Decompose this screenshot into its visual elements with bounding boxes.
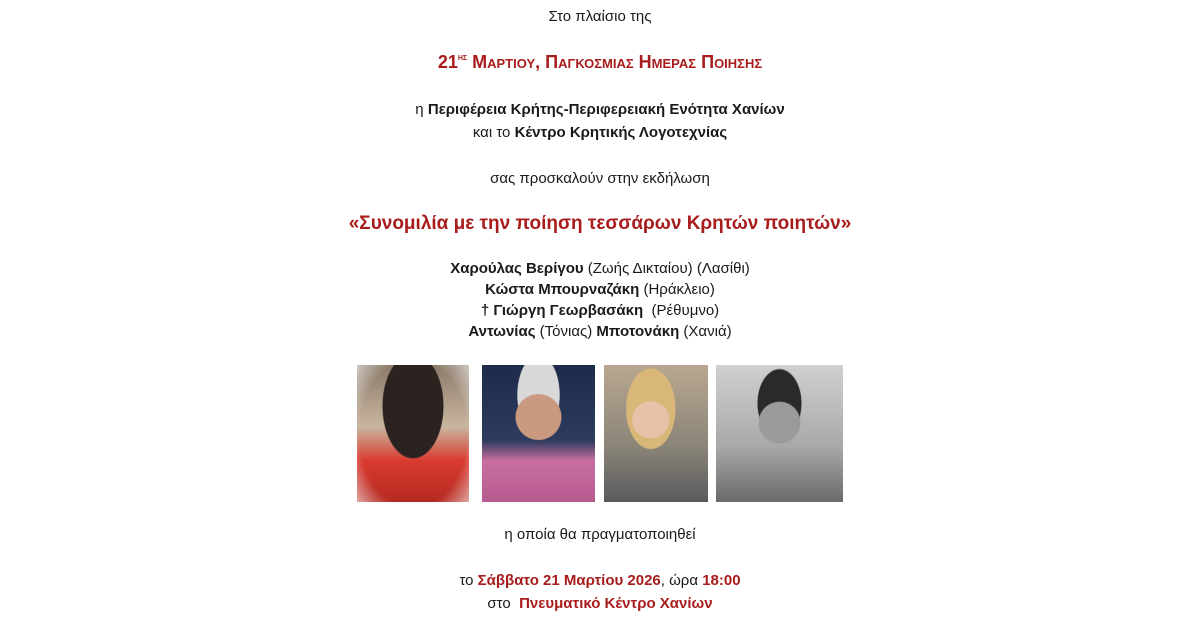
organizer-1 <box>0 101 1200 118</box>
event-where <box>0 595 1200 612</box>
organizer-2 <box>0 124 1200 141</box>
poet-3 <box>0 302 1200 319</box>
poet-photo-man-grey-hair <box>482 365 595 502</box>
organizer-2-prefix: και το <box>472 124 515 141</box>
poet-4-name: Αντωνίας <box>468 323 536 340</box>
poet-4-nickname: (Τόνιας) <box>535 323 597 340</box>
poet-1-details: (Ζωής Δικταίου) (Λασίθι) <box>583 260 750 277</box>
talk-title: «Συνομιλία με την ποίηση τεσσάρων Κρητών ποιητών» <box>348 213 852 234</box>
event-title-superscript: ης <box>457 52 468 63</box>
event-title-text: Μαρτιου, Παγκοσμιας Ημερας Ποιησης <box>467 52 763 72</box>
poet-3-details: (Ρέθυμνο) <box>643 302 720 319</box>
event-title <box>0 52 1200 73</box>
poet-2 <box>0 281 1200 298</box>
event-title-number: 21 <box>437 52 458 72</box>
event-when <box>0 572 1200 589</box>
poet-2-name: Κώστα Μπουρναζάκη <box>485 281 640 298</box>
poet-4-surname: Μποτονάκη <box>596 323 680 340</box>
event-when-prefix: το <box>459 572 478 589</box>
poet-3-name: † Γιώργη Γεωρβασάκη <box>480 302 644 319</box>
poet-1-name: Χαρούλας Βερίγου <box>450 260 584 277</box>
poet-2-details: (Ηράκλειο) <box>639 281 715 298</box>
poet-photo-woman-blonde <box>604 365 708 502</box>
poet-1 <box>0 260 1200 277</box>
event-venue: Πνευματικό Κέντρο Χανίων <box>519 595 713 612</box>
poet-photos <box>357 365 843 502</box>
event-date: Σάββατο 21 Μαρτίου 2026 <box>477 572 661 589</box>
event-when-separator: , ώρα <box>660 572 703 589</box>
will-take-place-text: η οποία θα πραγματοποιηθεί <box>504 526 696 543</box>
invite-text: σας προσκαλούν στην εκδήλωση <box>490 170 710 187</box>
organizer-1-prefix: η <box>415 101 428 118</box>
event-where-prefix: στο <box>487 595 520 612</box>
poet-4 <box>0 323 1200 340</box>
poet-photo-man-black-white <box>716 365 843 502</box>
organizer-1-name: Περιφέρεια Κρήτης-Περιφερειακή Ενότητα Χανίων <box>427 101 785 118</box>
poet-4-details: (Χανιά) <box>679 323 732 340</box>
intro-text: Στο πλαίσιο της <box>548 8 652 25</box>
organizer-2-name: Κέντρο Κρητικής Λογοτεχνίας <box>514 124 728 141</box>
poet-photo-woman-red-dress <box>357 365 469 502</box>
event-time: 18:00 <box>702 572 741 589</box>
